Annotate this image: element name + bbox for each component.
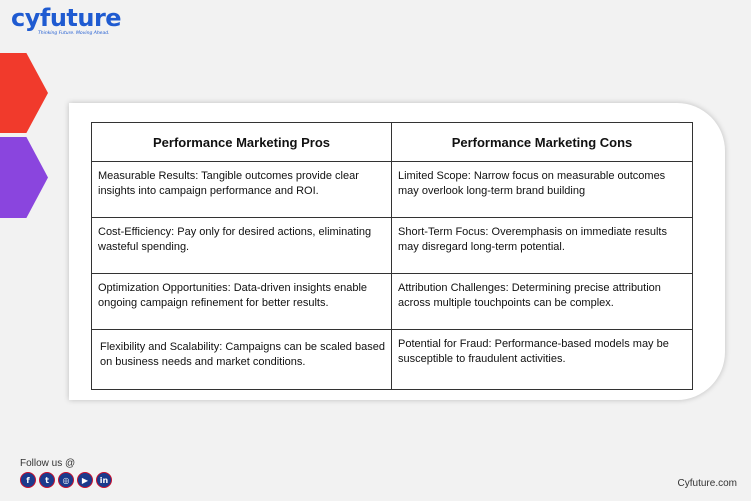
pro-cell: Optimization Opportunities: Data-driven insights enable ongoing campaign refinement for better results. <box>92 274 392 330</box>
youtube-icon[interactable]: ▶ <box>77 472 93 488</box>
logo-tagline: Thinking Future. Moving Ahead. <box>38 31 110 36</box>
follow-us-label: Follow us @ <box>20 458 76 469</box>
con-cell: Attribution Challenges: Determining precise attribution across multiple touchpoints can be complex. <box>392 274 693 330</box>
website-link[interactable]: Cyfuture.com <box>677 478 737 489</box>
pro-cell: Measurable Results: Tangible outcomes provide clear insights into campaign performance and ROI. <box>92 162 392 218</box>
con-cell: Potential for Fraud: Performance-based models may be susceptible to fraudulent activities. <box>392 330 693 390</box>
cons-column-header: Performance Marketing Cons <box>392 123 693 162</box>
table-row <box>92 162 693 218</box>
table-row <box>92 274 693 330</box>
table-header-row <box>92 123 693 162</box>
pro-cell: Flexibility and Scalability: Campaigns can be scaled based on business needs and market conditions. <box>92 330 392 390</box>
cyfuture-logo <box>11 6 121 40</box>
table-row <box>92 218 693 274</box>
con-cell: Limited Scope: Narrow focus on measurable outcomes may overlook long-term brand building <box>392 162 693 218</box>
social-links <box>20 472 112 488</box>
decorative-purple-arrow <box>0 137 48 218</box>
decorative-red-arrow <box>0 53 48 133</box>
pros-cons-table <box>91 122 693 390</box>
pros-column-header: Performance Marketing Pros <box>92 123 392 162</box>
pro-cell: Cost-Efficiency: Pay only for desired actions, eliminating wasteful spending. <box>92 218 392 274</box>
facebook-icon[interactable]: f <box>20 472 36 488</box>
instagram-icon[interactable]: ◎ <box>58 472 74 488</box>
con-cell: Short-Term Focus: Overemphasis on immediate results may disregard long-term potential. <box>392 218 693 274</box>
twitter-icon[interactable]: t <box>39 472 55 488</box>
logo-text: cyfuture <box>11 4 122 32</box>
pros-cons-card <box>69 103 725 400</box>
linkedin-icon[interactable]: in <box>96 472 112 488</box>
table-row <box>92 330 693 390</box>
